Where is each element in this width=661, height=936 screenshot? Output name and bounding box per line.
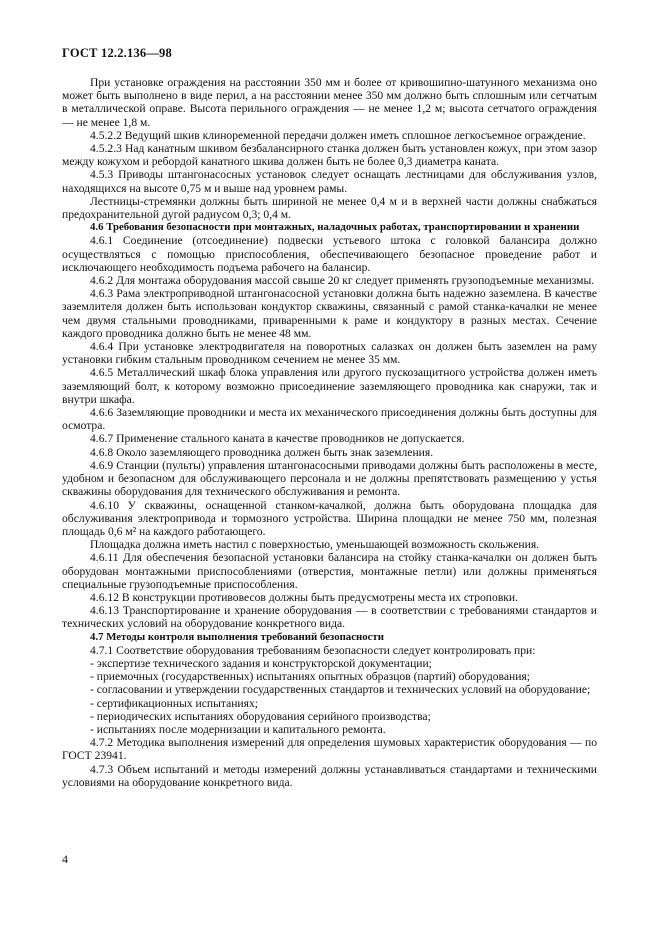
paragraph: 4.6.6 Заземляющие проводники и места их механического присоединения должны быть доступны для осмотра. <box>62 406 597 433</box>
paragraph: 4.6.2 Для монтажа оборудования массой свыше 20 кг следует применять грузоподъемные механизмы. <box>90 274 595 288</box>
list-item: - экспертизе технического задания и конструкторской документации; <box>90 656 432 670</box>
list-item: - испытаниях после модернизации и капитального ремонта. <box>90 722 386 736</box>
paragraph: 4.6.4 При установке электродвигателя на поворотных салазках он должен быть заземлен на раму установки гибким стальным проводником сечением не менее 35 мм. <box>62 340 597 367</box>
paragraph: 4.5.2.3 Над канатным шкивом безбалансирного станка должен быть установлен кожух, при этом зазор между кожухом и ребордой канатного шкива должен быть не более 0,3 диаметра каната. <box>62 142 597 169</box>
list-item: - согласовании и утверждении государственных стандартов и технических условий на оборудование; <box>90 683 591 697</box>
paragraph: 4.6.12 В конструкции противовесов должны быть предусмотрены места их строповки. <box>90 590 519 604</box>
paragraph: 4.6.13 Транспортирование и хранение оборудования — в соответствии с требованиями стандартов и технических условий на оборудование конкретного вида. <box>62 604 597 631</box>
paragraph: 4.6.11 Для обеспечения безопасной установки балансира на стойку станка-качалки он должен быть оборудован монтажными приспособлениями (отверстия, монтажные петли) или должны применяться специальные грузоподъемные приспособления. <box>62 551 597 591</box>
page-number: 4 <box>62 852 68 866</box>
paragraph: Лестницы-стремянки должны быть шириной не менее 0,4 м и в верхней части должны снабжаться предохранительной дугой радиусом 0,3; 0,4 м. <box>62 194 597 222</box>
section-heading: 4.7 Методы контроля выполнения требований безопасности <box>90 630 384 643</box>
paragraph: 4.6.5 Металлический шкаф блока управления или другого пускозащитного устройства должен иметь заземляющий болт, к которому возможно присоединение заземляющего проводника как снаружи, так и внутри шкафа. <box>62 366 597 406</box>
list-item: - периодических испытаниях оборудования серийного производства; <box>90 709 431 723</box>
paragraph: 4.5.3 Приводы штангонасосных установок следует оснащать лестницами для обслуживания узлов, находящихся на высоте 0,75 м и выше над уровнем рамы. <box>62 168 597 195</box>
section-heading: 4.6 Требования безопасности при монтажных, наладочных работах, транспортировании и хранении <box>90 221 580 234</box>
paragraph: 4.6.3 Рама электроприводной штангонасосной установки должна быть надежно заземлена. В качестве заземлителя должен быть использован кондуктор скважины, связанный с рамой станка-качалки не менее чем двумя стальными проводниками, приваренными к раме и кондуктору в разных местах. Сечение каждого проводника должно быть не менее 48 мм. <box>62 287 597 340</box>
document-header: ГОСТ 12.2.136—98 <box>62 46 172 60</box>
paragraph: 4.7.3 Объем испытаний и методы измерений должны устанавливаться стандартами и техническими условиями на оборудование конкретного вида. <box>62 762 597 789</box>
paragraph: 4.5.2.2 Ведущий шкив клиноременной передачи должен иметь сплошное легкосъемное ограждение. <box>90 128 586 142</box>
document-body <box>62 76 597 789</box>
paragraph: 4.7.2 Методика выполнения измерений для определения шумовых характеристик оборудования — по ГОСТ 23941. <box>62 736 597 763</box>
paragraph: 4.6.9 Станции (пульты) управления штангонасосными приводами должны быть расположены в месте, удобном и безопасном для обслуживающего персонала и не должны препятствовать размещению у устья скважины оборудования для технического обслуживания и ремонта. <box>62 458 597 499</box>
paragraph: 4.6.10 У скважины, оснащенной станком-качалкой, должна быть оборудована площадка для обслуживания электропривода и тормозного устройства. Ширина площадки не менее 750 мм, полезная площадь 0,6 м² на каждого работающего. <box>62 498 597 538</box>
list-item: - приемочных (государственных) испытаниях опытных образцов (партий) оборудования; <box>90 670 530 684</box>
list-item: - сертификационных испытаниях; <box>90 696 258 710</box>
paragraph: 4.7.1 Соответствие оборудования требованиям безопасности следует контролировать при: <box>90 643 536 657</box>
paragraph: При установке ограждения на расстоянии 350 мм и более от кривошипно-шатунного механизма оно может быть выполнено в виде перил, а на расстоянии менее 350 мм должно быть сплошным или сетчатым в металлической оправе. Высота перильного ограждения — не менее 1,2 м; высота сетчатого ограждения — не менее 1,8 м. <box>62 76 597 129</box>
paragraph: 4.6.7 Применение стального каната в качестве проводников не допускается. <box>90 432 465 446</box>
paragraph: 4.6.1 Соединение (отсоединение) подвески устьевого штока с головкой балансира должно осуществляться с помощью приспособления, обеспечивающего безопасное проведение работ и исключающего необходимость подъема рабочего на балансир. <box>62 234 597 274</box>
paragraph: Площадка должна иметь настил с поверхностью, уменьшающей возможность скольжения. <box>90 538 540 552</box>
paragraph: 4.6.8 Около заземляющего проводника должен быть знак заземления. <box>90 445 434 459</box>
